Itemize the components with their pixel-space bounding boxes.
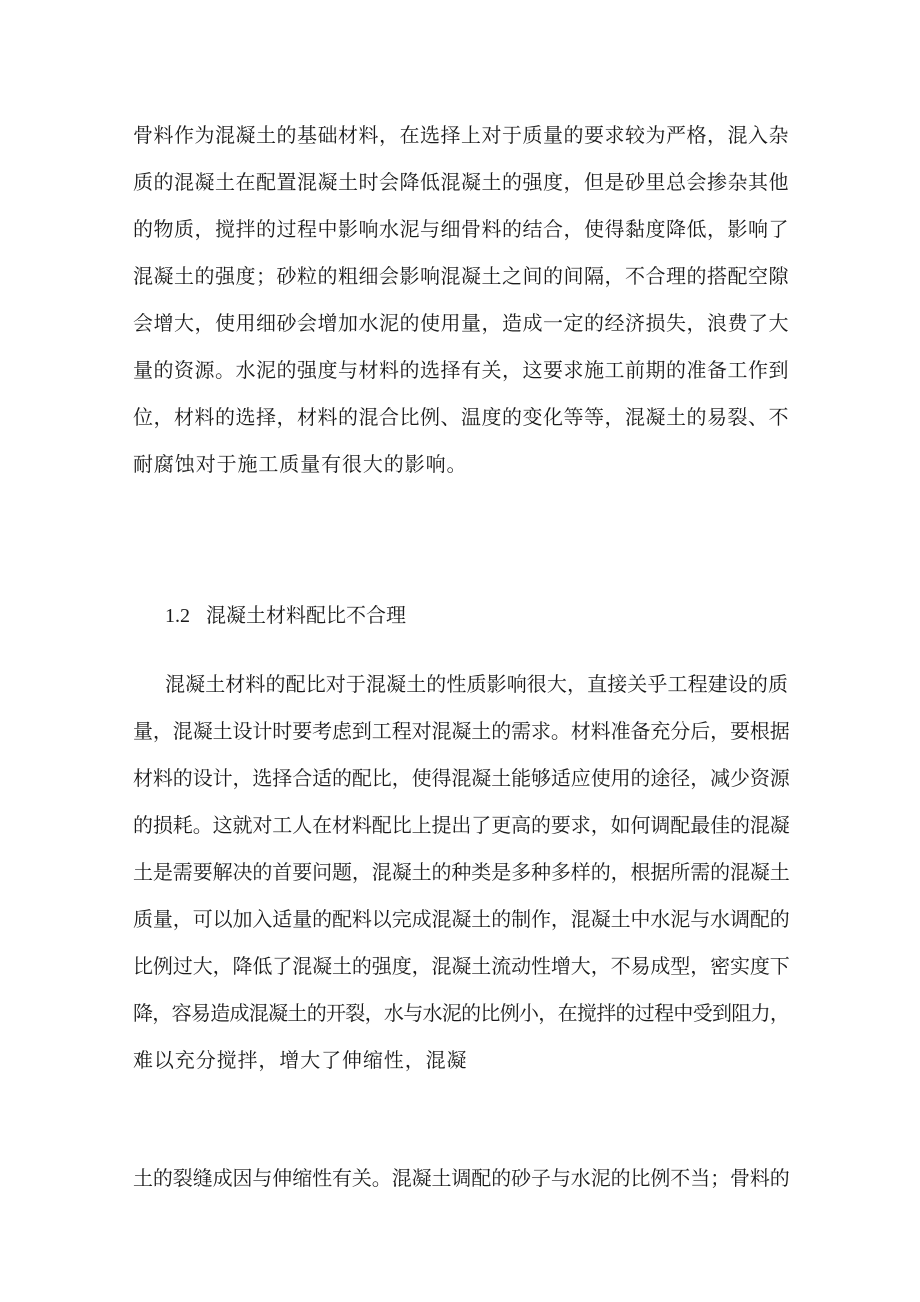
text-line: 质的混凝土在配置混凝土时会降低混凝土的强度，但是砂里总会掺杂其他: [133, 170, 789, 194]
text-line: 土的裂缝成因与伸缩性有关。混凝土调配的砂子与水泥的比例不当；骨料的: [133, 1166, 790, 1190]
text-line: 难以充分搅拌，增大了伸缩性，混凝: [133, 1048, 468, 1072]
text-line: 比例过大，降低了混凝土的强度，混凝土流动性增大，不易成型，密实度下: [133, 954, 790, 978]
text-line: 的损耗。这就对工人在材料配比上提出了更高的要求，如何调配最佳的混凝: [133, 813, 790, 837]
text-line: 混凝土的强度；砂粒的粗细会影响混凝土之间的间隔，不合理的搭配空隙: [133, 264, 789, 288]
text-line: 降，容易造成混凝土的开裂，水与水泥的比例小，在搅拌的过程中受到阻力，: [133, 1001, 790, 1025]
text-line: 位，材料的选择，材料的混合比例、温度的变化等等，混凝土的易裂、不: [133, 405, 789, 429]
text-line: 质量，可以加入适量的配料以完成混凝土的制作，混凝土中水泥与水调配的: [133, 907, 790, 931]
section-title: 混凝土材料配比不合理: [206, 603, 406, 627]
text-line: 混凝土材料的配比对于混凝土的性质影响很大，直接关乎工程建设的质: [165, 672, 789, 696]
section-heading: [165, 601, 406, 630]
text-line: 的物质，搅拌的过程中影响水泥与细骨料的结合，使得黏度降低，影响了: [133, 217, 789, 241]
text-line: 耐腐蚀对于施工质量有很大的影响。: [133, 452, 468, 476]
text-line: 量的资源。水泥的强度与材料的选择有关，这要求施工前期的准备工作到: [133, 358, 789, 382]
text-line: 量，混凝土设计时要考虑到工程对混凝土的需求。材料准备充分后，要根据: [133, 719, 790, 743]
section-number: 1.2: [165, 605, 190, 627]
text-line: 土是需要解决的首要问题，混凝土的种类是多种多样的，根据所需的混凝土: [133, 860, 790, 884]
text-line: 材料的设计，选择合适的配比，使得混凝土能够适应使用的途径，减少资源: [133, 766, 790, 790]
text-line: 会增大，使用细砂会增加水泥的使用量，造成一定的经济损失，浪费了大: [133, 311, 789, 335]
text-line: 骨料作为混凝土的基础材料，在选择上对于质量的要求较为严格，混入杂: [133, 123, 789, 147]
